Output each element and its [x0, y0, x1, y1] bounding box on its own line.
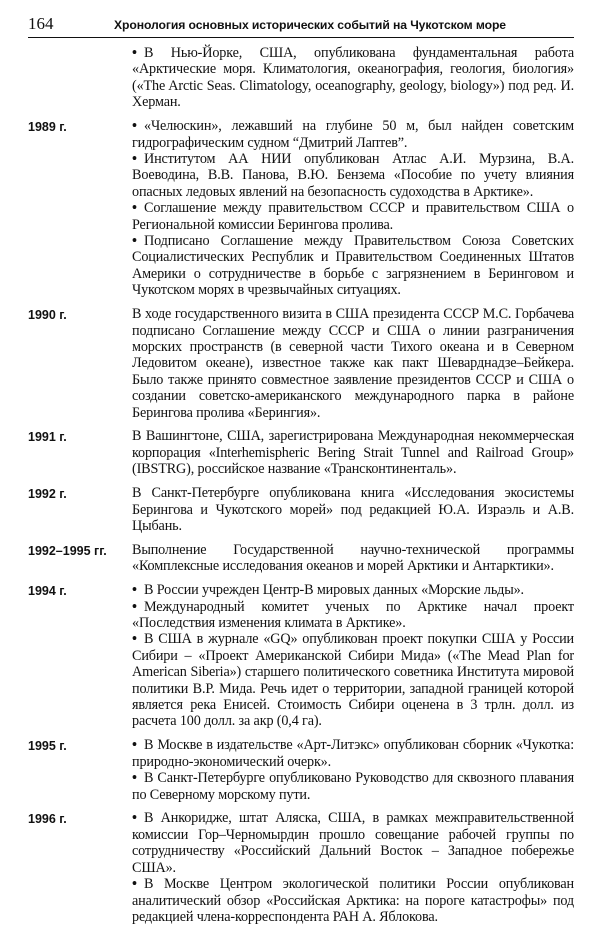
chronology-entry: [28, 810, 574, 925]
entry-text-content: В ходе государственного визита в США президента СССР М.С. Горбачева подписано Соглашение между СССР и США о линии разграничения морских пространств (в северной части Тихого океана и в Северном Ледовитом океане), известное также как пакт Шеварднадзе–Бейкера. Было также принято совместное заявление президентов СССР и США о создании советско-американского международного парка в районе Берингова пролива «Берингия».: [132, 306, 574, 421]
entry-year: 1995 г.: [28, 739, 67, 754]
entry-year: 1990 г.: [28, 308, 67, 323]
entry-text-content: В Нью-Йорке, США, опубликована фундаментальная работа «Арктические моря. Климатология, океанография, геология, биология» («The Arctic Seas. Climatology, oceanography, geology, biology») под ред. И. Херман.: [132, 45, 574, 111]
entry-text-content: «Челюскин», лежавший на глубине 50 м, был найден советским гидрографическим судном “Дмитрий Лаптев”.: [132, 118, 574, 151]
entry-text: [132, 306, 574, 421]
entry-body: [132, 118, 574, 298]
entry-text-content: В Санкт-Петербурге опубликована книга «Исследования экосистемы Берингова и Чукотского морей» под редакцией Ю.А. Израэль и А.В. Цыбань.: [132, 485, 574, 534]
chronology-entry: [28, 45, 574, 111]
bullet-item: [132, 599, 574, 632]
bullet-item: [132, 582, 574, 598]
running-title: Хронология основных исторических событий на Чукотском море: [114, 18, 506, 32]
entry-text-content: Выполнение Государственной научно-технической программы «Комплексные исследования океанов и морей Арктики и Антарктики».: [132, 541, 574, 575]
bullet-item: [132, 233, 574, 299]
entry-text-content: В Москве Центром экологической политики России опубликован аналитический обзор «Российская Арктика: на пороге катастрофы» под редакцией члена-корреспондента РАН А. Яблокова.: [132, 876, 574, 925]
entry-text: [132, 428, 574, 477]
entry-year: 1992–1995 гг.: [28, 543, 107, 558]
entry-text-content: Международный комитет ученых по Арктике начал проект «Последствия изменения климата в Арктике».: [132, 598, 574, 631]
entry-text-content: В России учрежден Центр-В мировых данных «Морские льды».: [144, 582, 524, 599]
chronology-list: [28, 45, 574, 925]
chronology-entry: [28, 582, 574, 730]
entry-body: [132, 542, 574, 575]
entry-text-content: Подписано Соглашение между Правительством Союза Советских Социалистических Республик и Правительством Соединенных Штатов Америки о сотрудничестве в борьбе с загрязнением в Беринговом и Чукотском морях в чрезвычайных ситуациях.: [132, 232, 574, 299]
entry-text-content: В Вашингтоне, США, зарегистрирована Международная некоммерческая корпорация «Interhemispheric Bering Strait Tunnel and Railroad Group» (IBSTRG), российское название «Трансконтиненталь».: [132, 428, 574, 478]
entry-text: [132, 485, 574, 534]
bullet-item: [132, 737, 574, 770]
entry-body: [132, 306, 574, 421]
entry-body: [132, 485, 574, 534]
entry-year: 1992 г.: [28, 487, 67, 502]
chronology-entry: [28, 737, 574, 803]
entry-year: 1989 г.: [28, 120, 67, 135]
chronology-entry: [28, 306, 574, 421]
bullet-item: [132, 200, 574, 233]
entry-body: [132, 737, 574, 803]
bullet-item: [132, 770, 574, 803]
entry-year: [28, 45, 132, 46]
entry-text-content: В Москве в издательстве «Арт-Литэкс» опубликован сборник «Чукотка: природно-экономический очерк».: [132, 737, 574, 770]
bullet-item: [132, 45, 574, 111]
entry-text-content: Соглашение между правительством СССР и правительством США о Региональной комиссии Берингова пролива.: [132, 200, 574, 233]
entry-text-content: В США в журнале «GQ» опубликован проект покупки США у России Сибири – «Проект Американской Сибири Мида» («The Mead Plan for American Siberia») старшего политического советника Института мировой политики В.Р. Мида. Речь идет о территории, западной границей которой является река Енисей. Стоимость Сибири оценена в 3 трлн. долл. из расчета 100 долл. за акр (0,4 га).: [132, 631, 574, 730]
entry-text-content: Институтом АА НИИ опубликован Атлас А.И. Мурзина, В.А. Воеводина, В.В. Панова, В.Ю. Бензема «Пособие по учету влияния опасных ледовых явлений на безопасность судоходства в Арктике».: [132, 150, 574, 200]
entry-text-content: В Анкоридже, штат Аляска, США, в рамках межправительственной комиссии Гор–Черномырдин прошло совещание рабочей группы по сотрудничеству «Российский Дальний Восток – Западное побережье США».: [132, 810, 574, 876]
bullet-item: [132, 810, 574, 876]
bullet-item: [132, 631, 574, 729]
chronology-entry: [28, 542, 574, 575]
entry-text: [132, 542, 574, 575]
entry-text-content: В Санкт-Петербурге опубликовано Руководство для сквозного плавания по Северному морскому пути.: [132, 770, 574, 803]
entry-body: [132, 810, 574, 925]
page-header: [28, 14, 574, 38]
chronology-entry: [28, 428, 574, 477]
entry-year: 1996 г.: [28, 812, 67, 827]
chronology-entry: [28, 485, 574, 534]
entry-body: [132, 45, 574, 111]
bullet-item: [132, 876, 574, 925]
bullet-item: [132, 118, 574, 151]
chronology-entry: [28, 118, 574, 298]
entry-body: [132, 428, 574, 477]
bullet-item: [132, 151, 574, 200]
entry-year: 1991 г.: [28, 430, 67, 445]
entry-body: [132, 582, 574, 730]
entry-year: 1994 г.: [28, 584, 67, 599]
page-number: 164: [28, 14, 54, 33]
